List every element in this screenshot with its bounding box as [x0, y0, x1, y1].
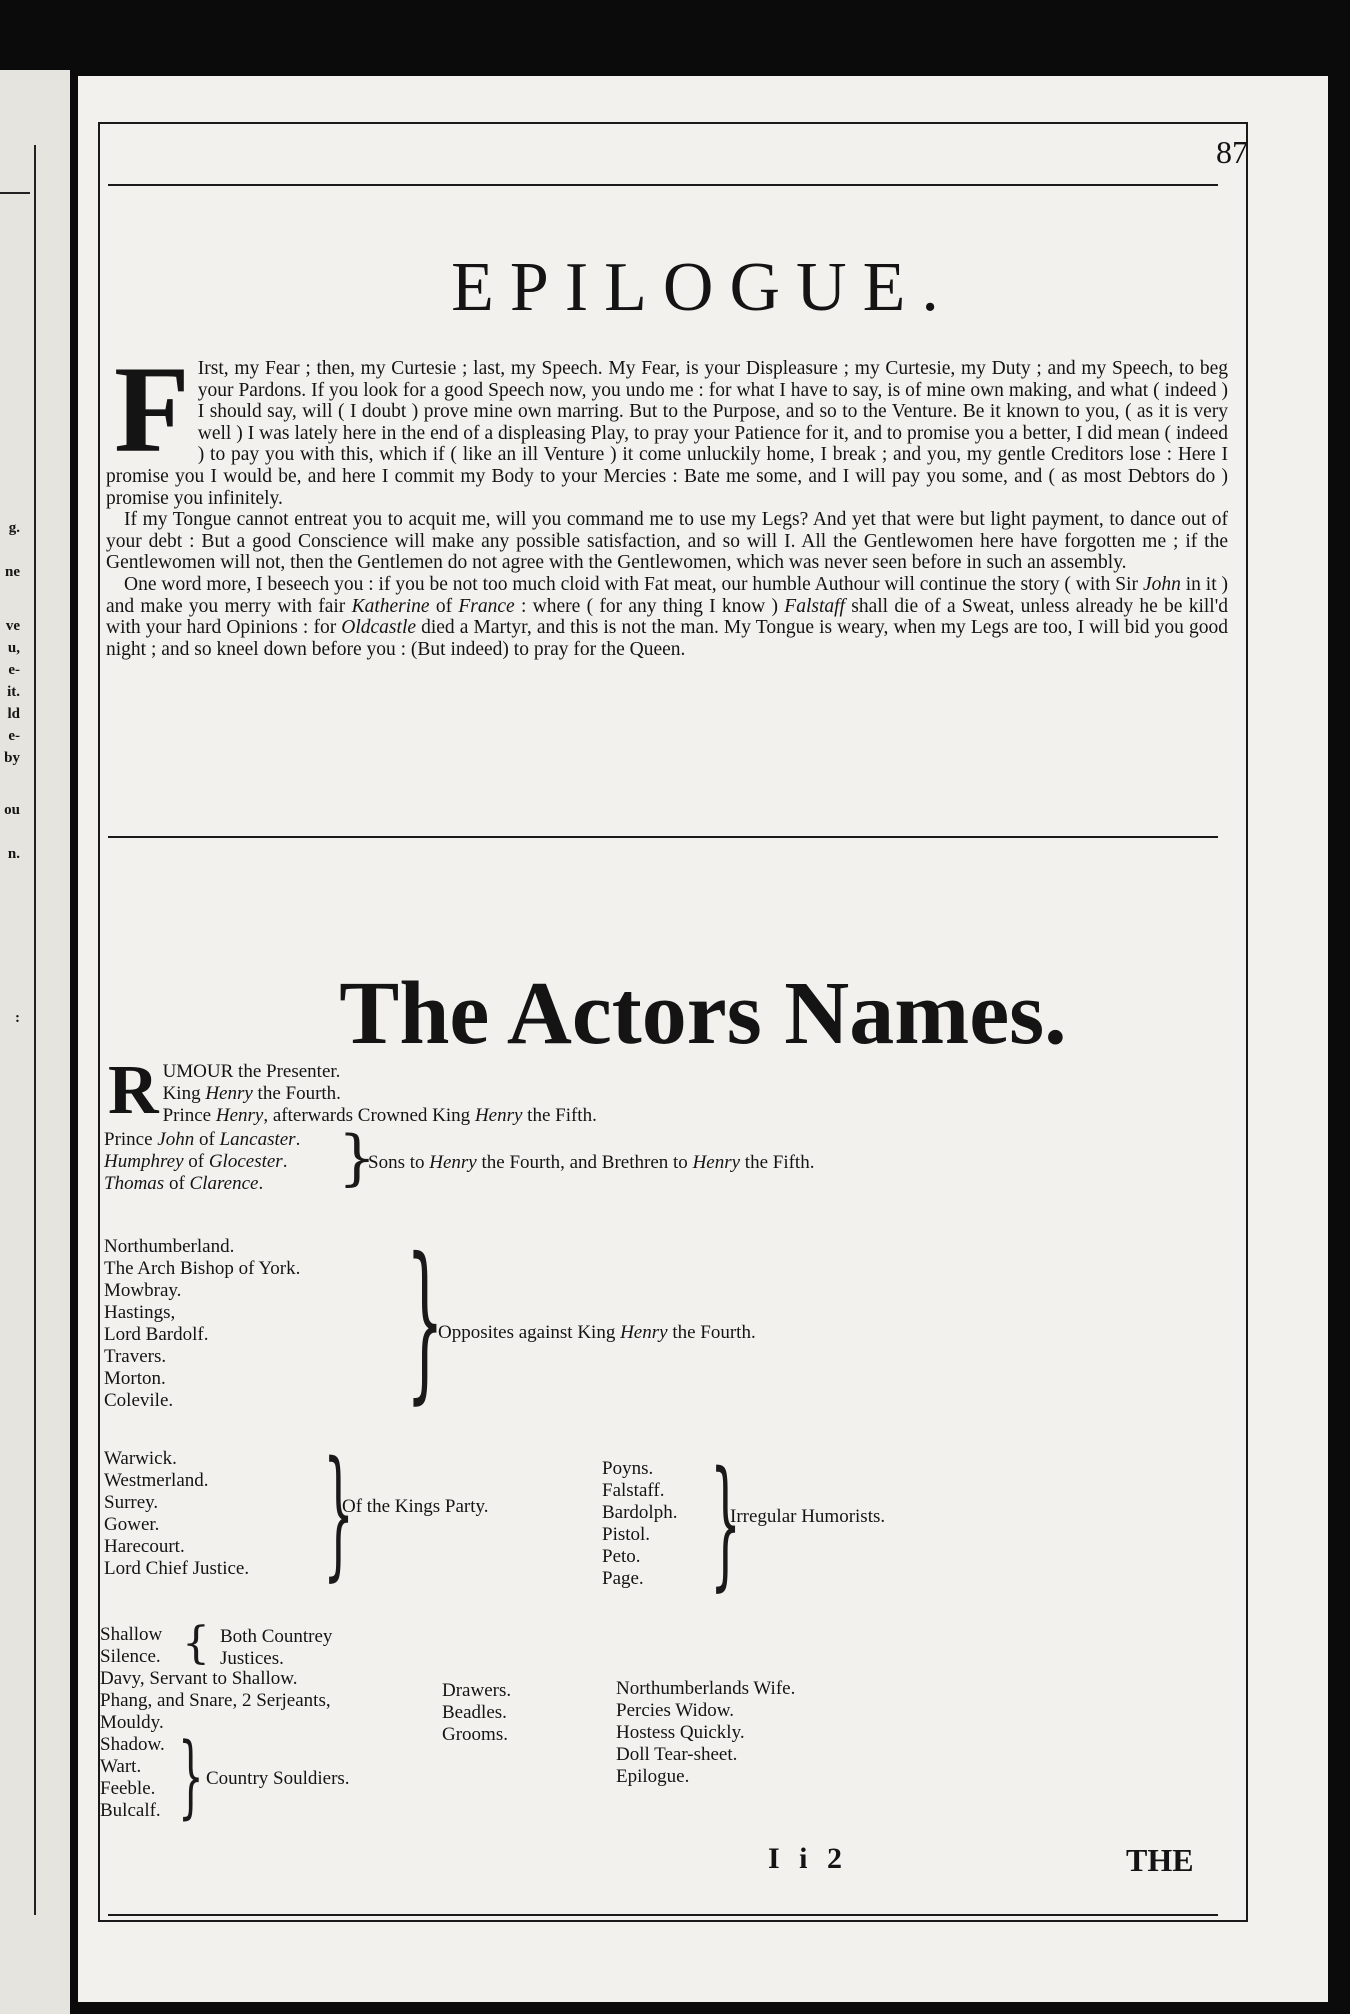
- group-label-justices: Both Countrey Justices.: [220, 1626, 333, 1669]
- cast-group-misc: [100, 1668, 331, 1734]
- brace-icon: }: [323, 1432, 355, 1595]
- facing-text-fragment: ou: [4, 802, 20, 818]
- cast-entry: Feeble.: [100, 1778, 156, 1799]
- facing-text-fragment: g.: [8, 520, 20, 536]
- drop-cap: R: [108, 1052, 159, 1129]
- facing-text-fragment: :: [15, 1010, 20, 1026]
- cast-entry: Northumberlands Wife.: [616, 1678, 796, 1699]
- book-page: [78, 76, 1328, 2002]
- brace-icon: }: [178, 1724, 204, 1829]
- cast-group-women: [616, 1678, 795, 1788]
- drop-cap: F: [114, 341, 190, 478]
- cast-entry: Colevile.: [104, 1390, 174, 1411]
- cast-entry: Humphrey of Glocester.: [104, 1151, 288, 1172]
- cast-entry: Phang, and Snare, 2 Serjeants,: [100, 1690, 331, 1711]
- cast-head: [108, 1052, 808, 1129]
- epilogue-paragraph: One word more, I beseech you : if you be not too much cloid with Fat meat, our humble Authour will continue the story ( with Sir John in it ) and make you merry with fair Katherine of France : where ( for any thing I know ) Falstaff shall die of a Sweat, unless already he be kill'd with your hard Opinions : for Oldcastle died a Martyr, and this is not the man. My Tongue is weary, when my Legs are too, I will bid you good night ; and so kneel down before you : (But indeed) to pray for the Queen.: [106, 573, 1228, 660]
- cast-group-kings-party: [104, 1448, 249, 1580]
- cast-entry: Gower.: [104, 1514, 160, 1535]
- cast-group-sons: [104, 1129, 300, 1195]
- cast-entry: Hostess Quickly.: [616, 1722, 745, 1743]
- cast-entry: Beadles.: [442, 1702, 507, 1723]
- header-rule: [108, 184, 1218, 186]
- facing-text-fragment: e-: [8, 728, 20, 744]
- cast-entry: Pistol.: [602, 1524, 651, 1545]
- cast-entry: Mowbray.: [104, 1280, 182, 1301]
- signature-mark: I i 2: [768, 1842, 849, 1875]
- cast-entry: Doll Tear-sheet.: [616, 1744, 738, 1765]
- cast-entry: Hastings,: [104, 1302, 176, 1323]
- facing-text-fragment: n.: [7, 846, 20, 862]
- epilogue-paragraph: If my Tongue cannot entreat you to acquit me, will you command me to use my Legs? And yet that were but light payment, to dance out of your debt : But a good Conscience will make any possible satisfaction, and so will I. All the Gentlewomen here have forgotten me ; if the Gentlewomen will not, then the Gentlemen do not agree with the Gentlewomen, which was never seen before in such an assembly.: [106, 509, 1228, 574]
- cast-entry: Thomas of Clarence.: [104, 1173, 264, 1194]
- cast-entry: Morton.: [104, 1368, 166, 1389]
- cast-entry: Westmerland.: [104, 1470, 209, 1491]
- cast-entry: Northumberland.: [104, 1236, 235, 1257]
- facing-text-fragment: u,: [7, 640, 20, 656]
- cast-entry: Bardolph.: [602, 1502, 678, 1523]
- page-number: 87: [1216, 134, 1248, 170]
- cast-entry: Harecourt.: [104, 1536, 185, 1557]
- cast-entry: Wart.: [100, 1756, 142, 1777]
- catchword: THE: [1126, 1842, 1194, 1878]
- cast-entry: Davy, Servant to Shallow.: [100, 1668, 298, 1689]
- cast-entry: Warwick.: [104, 1448, 177, 1469]
- group-label-sons: Sons to Henry the Fourth, and Brethren to Henry the Fifth.: [368, 1152, 815, 1173]
- epilogue-text: [106, 341, 1228, 660]
- cast-entry: Epilogue.: [616, 1766, 690, 1787]
- brace-icon: }: [710, 1442, 742, 1605]
- cast-entry: Page.: [602, 1568, 644, 1589]
- epilogue-paragraph: F Irst, my Fear ; then, my Curtesie ; last, my Speech. My Fear, is your Displeasure ; my Curtesie, my Duty ; and my Speech, to beg your Pardons. If you look for a good Speech now, you undo me : for what I have to say, is of mine own making, and what ( indeed ) I should say, will ( I doubt ) prove mine own marring. But to the Purpose, and so to the Venture. Be it known to you, ( as it is very well ) I was lately here in the end of a displeasing Play, to pray your Patience for it, and to promise you a better, I did mean ( indeed ) to pay you with this, which if ( like an ill Venture ) it come unluckily home, I break ; and you, my gentle Creditors lose : Here I promise you I would be, and here I commit my Body to your Mercies : Bate me some, and I will pay you some, and ( as most Debtors do ) promise you infinitely.: [106, 341, 1228, 509]
- cast-entry: Percies Widow.: [616, 1700, 734, 1721]
- facing-text-fragment: ve: [5, 618, 20, 634]
- cast-group-servants: [442, 1680, 511, 1746]
- cast-group-soldiers: [100, 1734, 165, 1822]
- brace-icon: }: [338, 1123, 377, 1193]
- cast-entry: Prince John of Lancaster.: [104, 1129, 301, 1150]
- footer-rule: [108, 1914, 1218, 1916]
- cast-entry: Travers.: [104, 1346, 167, 1367]
- cast-entry: Lord Chief Justice.: [104, 1558, 250, 1579]
- facing-text-fragment: it.: [7, 684, 20, 700]
- facing-text-fragment: ne: [5, 564, 20, 580]
- cast-group-humorists: [602, 1458, 677, 1590]
- cast-entry: Shadow.: [100, 1734, 165, 1755]
- facing-text-fragment: by: [4, 750, 20, 766]
- section-rule: [108, 836, 1218, 838]
- cast-entry: Shallow: [100, 1624, 163, 1645]
- cast-entry: Poyns.: [602, 1458, 654, 1479]
- group-label-soldiers: Country Souldiers.: [206, 1768, 350, 1789]
- cast-entry: Mouldy.: [100, 1712, 164, 1733]
- group-label-humorists: Irregular Humorists.: [730, 1506, 886, 1527]
- cast-entry: Lord Bardolf.: [104, 1324, 209, 1345]
- brace-icon: {: [182, 1618, 210, 1669]
- cast-entry: Bulcalf.: [100, 1800, 161, 1821]
- actors-title: The Actors Names.: [339, 964, 1067, 1063]
- cast-entry: Prince Henry, afterwards Crowned King Henry the Fifth.: [162, 1105, 597, 1126]
- group-label-kings-party: Of the Kings Party.: [342, 1496, 489, 1517]
- cast-group-opposites: [104, 1236, 300, 1412]
- facing-page-rule: [34, 145, 36, 1915]
- cast-entry: Drawers.: [442, 1680, 512, 1701]
- facing-text-fragment: e-: [8, 662, 20, 678]
- cast-entry: UMOUR the Presenter.: [162, 1061, 341, 1082]
- brace-icon: }: [406, 1222, 444, 1420]
- epilogue-title: EPILOGUE.: [451, 249, 955, 326]
- group-label-opposites: Opposites against King Henry the Fourth.: [438, 1322, 756, 1343]
- cast-entry: Grooms.: [442, 1724, 508, 1745]
- cast-entry: Surrey.: [104, 1492, 159, 1513]
- facing-page: [0, 70, 70, 2014]
- cast-entry: King Henry the Fourth.: [162, 1083, 341, 1104]
- cast-entry: Peto.: [602, 1546, 641, 1567]
- cast-entry: Silence.: [100, 1646, 161, 1667]
- cast-entry: Falstaff.: [602, 1480, 665, 1501]
- facing-page-rule-top: [0, 192, 30, 194]
- facing-text-fragment: ld: [7, 706, 20, 722]
- cast-entry: The Arch Bishop of York.: [104, 1258, 301, 1279]
- cast-group-justices: [100, 1624, 162, 1668]
